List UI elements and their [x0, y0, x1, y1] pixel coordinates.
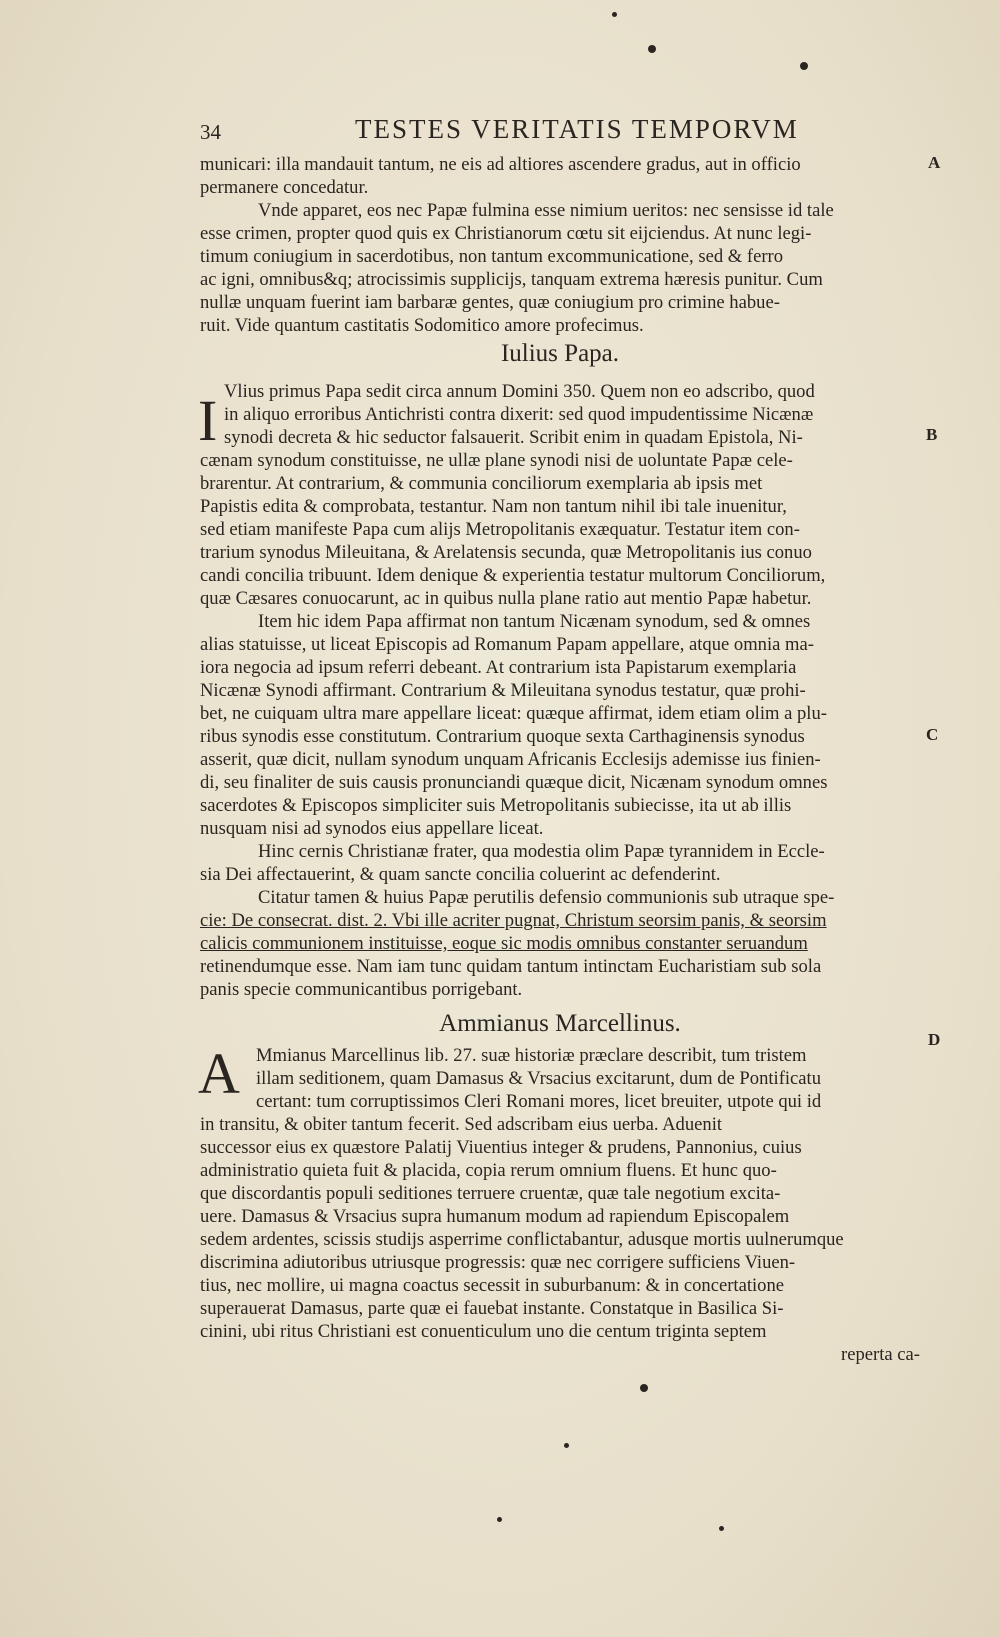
text-line: synodi decreta & hic seductor falsauerit. Scribit enim in quadam Epistola, Ni- — [224, 427, 803, 448]
text-line: asserit, quæ dicit, nullam synodum unquam Africanis Ecclesijs ademisse ius finien- — [200, 749, 821, 770]
text-line: trarium synodus Mileuitana, & Arelatensis secunda, quæ Metropolitanis ius conuo — [200, 542, 812, 563]
text-line: sedem ardentes, scissis studijs asperrime conflictabantur, adusque mortis uulnerumque — [200, 1229, 844, 1250]
drop-cap-a: A — [198, 1041, 240, 1106]
margin-letter-b: B — [926, 425, 938, 444]
text-line: ruit. Vide quantum castitatis Sodomitico amore profecimus. — [200, 315, 644, 336]
text-line: administratio quieta fuit & placida, copia rerum omnium fluens. Et hunc quo- — [200, 1160, 777, 1181]
text-line: nullæ unquam fuerint iam barbaræ gentes, quæ coniugium pro crimine habue- — [200, 292, 780, 313]
text-line: panis specie communicantibus porrigebant. — [200, 979, 523, 1000]
text-line: discrimina adiutoribus utriusque progressis: quæ nec corrigere sufficiens Viuen- — [200, 1252, 796, 1273]
text-line: esse crimen, propter quod quis ex Christianorum cœtu sit eijciendus. At nunc legi- — [200, 223, 812, 244]
text-line: reperta ca- — [841, 1344, 920, 1365]
text-line: Item hic idem Papa affirmat non tantum Nicænam synodum, sed & omnes — [258, 611, 811, 632]
text-line-underlined: cie: De consecrat. dist. 2. Vbi ille acriter pugnat, Christum seorsim panis, & seorsim — [200, 910, 827, 931]
text-line: Vlius primus Papa sedit circa annum Domini 350. Quem non eo adscribo, quod — [224, 381, 815, 402]
running-header — [200, 114, 920, 148]
ink-speck — [648, 45, 656, 53]
text-line: quæ Cæsares conuocarunt, ac in quibus nulla plane ratio aut mentio Papæ habetur. — [200, 588, 812, 609]
text-line-underlined: calicis communionem instituisse, eoque sic modis omnibus constanter seruandum — [200, 933, 808, 954]
text-line: uere. Damasus & Vrsacius supra humanum modum ad rapiendum Episcopalem — [200, 1206, 790, 1227]
text-line: di, seu finaliter de suis causis pronunciandi quæque dicit, Nicænam synodum omnes — [200, 772, 828, 793]
ink-speck — [564, 1443, 569, 1448]
ink-speck — [612, 12, 617, 17]
running-title: TESTES VERITATIS TEMPORVM — [355, 114, 799, 144]
ink-speck — [497, 1517, 502, 1522]
text-line: municari: illa mandauit tantum, ne eis ad altiores ascendere gradus, aut in officio — [200, 154, 801, 175]
text-line: tius, nec mollire, ui magna coactus secessit in suburbanum: & in concertatione — [200, 1275, 784, 1296]
text-line: brarentur. At contrarium, & communia conciliorum exemplaria ab ipsis met — [200, 473, 763, 494]
section-heading-ammianus: Ammianus Marcellinus. — [439, 1010, 681, 1037]
margin-letter-c: C — [926, 725, 939, 744]
text-line: que discordantis populi seditiones terruere cruentæ, quæ tale negotium excita- — [200, 1183, 781, 1204]
text-line: bet, ne cuiquam ultra mare appellare liceat: quæque affirmat, idem etiam olim a plu- — [200, 703, 827, 724]
text-line: candi concilia tribuunt. Idem denique & experientia testatur multorum Conciliorum, — [200, 565, 826, 586]
section-heading-iulius-papa: Iulius Papa. — [500, 340, 620, 367]
text-line: Hinc cernis Christianæ frater, qua modestia olim Papæ tyrannidem in Eccle- — [258, 841, 825, 862]
ink-speck — [640, 1384, 648, 1392]
ink-speck — [719, 1526, 724, 1531]
text-line: alias statuisse, ut liceat Episcopis ad Romanum Papam appellare, atque omnia ma- — [200, 634, 814, 655]
text-line: cænam synodum constituisse, ne ullæ plane synodi nisi de uoluntate Papæ cele- — [200, 450, 793, 471]
margin-letter-a: A — [928, 153, 941, 172]
text-line: certant: tum corruptissimos Cleri Romani mores, licet breuiter, utpote qui id — [256, 1091, 822, 1112]
text-line: nusquam nisi ad synodos eius appellare liceat. — [200, 818, 544, 839]
text-line: sia Dei affectauerint, & quam sancte concilia coluerint ac defenderint. — [200, 864, 721, 885]
text-line: illam seditionem, quam Damasus & Vrsacius excitarunt, dum de Pontificatu — [256, 1068, 822, 1089]
text-line: iora negocia ad ipsum referri debeant. At contrarium ista Papistarum exemplaria — [200, 657, 797, 678]
page-number: 34 — [200, 120, 221, 144]
text-line: Nicænæ Synodi affirmant. Contrarium & Mileuitana synodus testatur, quæ prohi- — [200, 680, 806, 701]
section-ammianus — [198, 1041, 920, 1366]
section-iulius-papa — [200, 380, 920, 1001]
text-line: sacerdotes & Episcopos simpliciter suis Metropolitanis subiecisse, ita ut ab illis — [200, 795, 792, 816]
drop-cap-i: I — [198, 388, 218, 453]
text-line: permanere concedatur. — [200, 177, 369, 198]
text-line: Vnde apparet, eos nec Papæ fulmina esse nimium ueritos: nec sensisse id tale — [258, 200, 834, 221]
text-line: in aliquo erroribus Antichristi contra dixerit: sed quod impudentissime Nicænæ — [224, 404, 814, 425]
text-line: cinini, ubi ritus Christiani est conuenticulum uno die centum triginta septem — [200, 1321, 767, 1342]
text-line: ac igni, omnibus&q; atrocissimis supplicijs, tanquam extrema hæresis punitur. Cum — [200, 269, 823, 290]
ink-speck — [800, 62, 808, 70]
text-line: ribus synodis esse constitutum. Contrarium quoque sexta Carthaginensis synodus — [200, 726, 805, 747]
text-line: sed etiam manifeste Papa cum alijs Metropolitanis exæquatur. Testatur item con- — [200, 519, 800, 540]
text-line: superauerat Damasus, parte quæ ei fauebat instante. Constatque in Basilica Si- — [200, 1298, 784, 1319]
text-line: successor eius ex quæstore Palatij Viuentius integer & prudens, Pannonius, cuius — [200, 1137, 802, 1158]
section-continuation — [200, 153, 920, 337]
text-line: Citatur tamen & huius Papæ perutilis defensio communionis sub utraque spe- — [258, 887, 835, 908]
text-line: Mmianus Marcellinus lib. 27. suæ historiæ præclare describit, tum tristem — [256, 1045, 807, 1066]
text-line: Papistis edita & comprobata, testantur. Nam non tantum nihil ibi tale inuenitur, — [200, 496, 787, 517]
text-line: timum coniugium in sacerdotibus, non tantum excommunicatione, sed & ferro — [200, 246, 783, 267]
text-line: in transitu, & obiter tantum fecerit. Sed adscribam eius uerba. Aduenit — [200, 1114, 723, 1135]
margin-letter-d: D — [928, 1030, 941, 1049]
text-line: retinendumque esse. Nam iam tunc quidam tantum intinctam Eucharistiam sub sola — [200, 956, 822, 977]
